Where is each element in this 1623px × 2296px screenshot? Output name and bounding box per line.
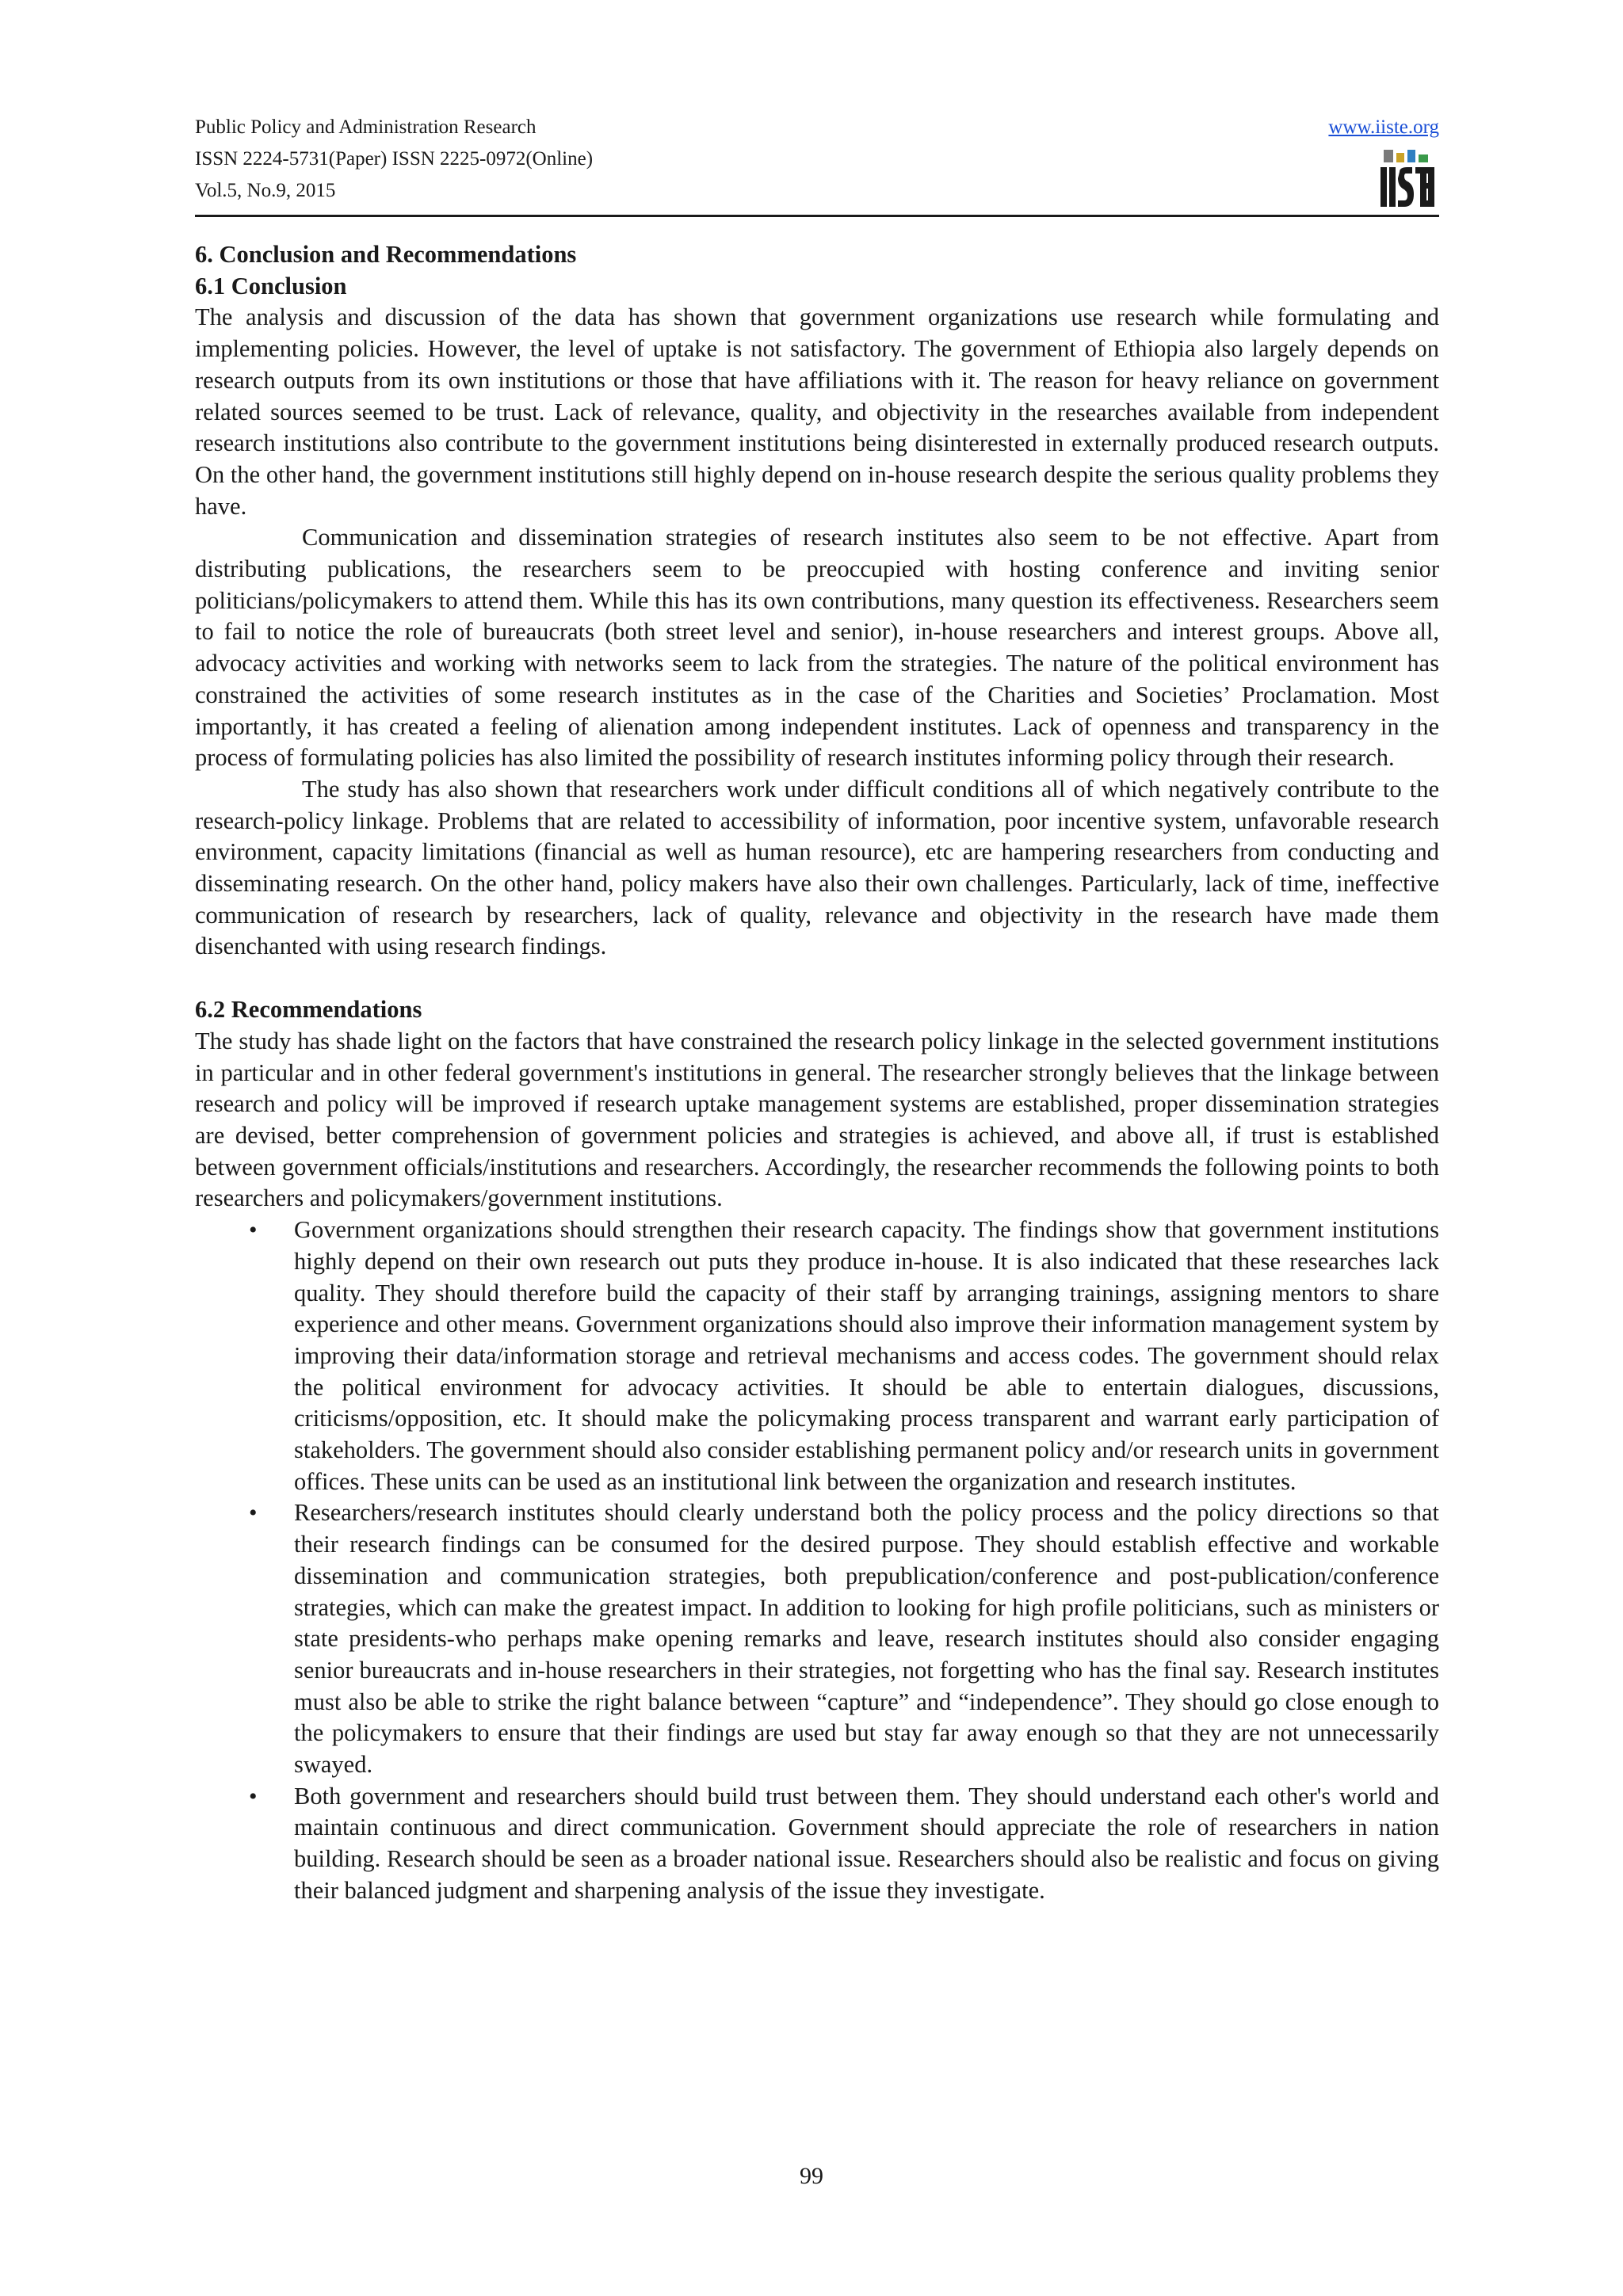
conclusion-paragraph: The analysis and discussion of the data has shown that government organizations use research while formulating and implementing policies. However, the level of uptake is not satisfactory. The government of Ethiopia also largely depends on research outputs from its own institutions or those that have affiliations with it. The reason for heavy reliance on government related sources seemed to be trust. Lack of relevance, quality, and objectivity in the researches available from independent research institutions also contribute to the government institutions being disinterested in externally produced research outputs. On the other hand, the government institutions still highly depend on in-house research despite the serious quality problems they have. [195,303,1439,520]
section-heading: 6. Conclusion and Recommendations [195,241,577,268]
list-item [195,1215,1439,1497]
bullet-icon: • [249,1783,258,1810]
conclusion-paragraph: The study has also shown that researchers work under difficult conditions all of which negatively contribute to the research-policy linkage. Problems that are related to accessibility of information, poor incentive system, unfavorable research environment, capacity limitations (financial as well as human resource), etc are hampering researchers from conducting and disseminating research. On the other hand, policy makers have also their own challenges. Particularly, lack of time, ineffective communication of research by researchers, lack of quality, relevance and objectivity in the research have made them disenchanted with using research findings. [195,775,1439,960]
conclusion-heading: 6.1 Conclusion [195,272,347,299]
page-number: 99 [800,2163,823,2189]
conclusion-paragraph: Communication and dissemination strategies of research institutes also seem to be not effective. Apart from distributing publications, the researchers seem to be preoccupied with hosting conference and inviting senior politicians/policymakers to attend them. While this has its own contributions, many question its effectiveness. Researchers seem to fail to notice the role of bureaucrats (both street level and senior), in-house researchers and interest groups. Above all, advocacy activities and working with networks seem to lack from the strategies. The nature of the political environment has constrained the activities of some research institutes as in the case of the Charities and Societies’ Proclamation. Most importantly, it has created a feeling of alienation among independent institutes. Lack of openness and transparency in the process of formulating policies has also limited the possibility of research institutes informing policy through their research. [195,524,1439,772]
recommendation-text: Both government and researchers should build trust between them. They should understand each other's world and maintain continuous and direct communication. Government should appreciate the role of researchers in nation building. Research should be seen as a broader national issue. Researchers should also be realistic and focus on giving their balanced judgment and sharpening analysis of the issue they investigate. [294,1782,1439,1904]
journal-title: Public Policy and Administration Research [195,116,537,138]
recommendations-list [195,1215,1439,1906]
issn-line: ISSN 2224-5731(Paper) ISSN 2225-0972(Online) [195,148,594,170]
recommendation-text: Government organizations should strengthen their research capacity. The findings show that government institutions highly depend on their own research out puts they produce in-house. It is also indicated that these researches lack quality. They should therefore build the capacity of their staff by arranging trainings, assigning mentors to share experience and other means. Government organizations should also improve their information management system by improving their data/information storage and retrieval mechanisms and access codes. The government should relax the political environment for advocacy activities. It should be able to entertain dialogues, discussions, criticisms/opposition, etc. It should make the policymaking process transparent and warrant early participation of stakeholders. The government should also consider establishing permanent policy and/or research units in government offices. These units can be used as an institutional link between the organization and research institutes. [294,1216,1439,1495]
paragraph-spacer [195,963,1439,994]
recommendations-heading: 6.2 Recommendations [195,996,422,1024]
bullet-icon: • [249,1217,258,1244]
volume-line: Vol.5, No.9, 2015 [195,180,336,201]
article-body [195,239,1439,1907]
website-link[interactable]: www.iiste.org [1328,116,1439,138]
recommendations-intro: The study has shade light on the factors that have constrained the research policy linkage in the selected government institutions in particular and in other federal government's institutions in general. The researcher strongly believes that the linkage between research and policy will be improved if research uptake management systems are established, proper dissemination strategies are devised, better comprehension of government policies and strategies is achieved, and above all, if trust is established between government officials/institutions and researchers. Accordingly, the researcher recommends the following points to both researchers and policymakers/government institutions. [195,1027,1439,1212]
iiste-logo-icon [1379,148,1436,212]
recommendation-text: Researchers/research institutes should clearly understand both the policy process and the policy directions so that their research findings can be consumed for the desired purpose. They should establish effective and workable dissemination and communication strategies, both prepublication/conference and post-publication/conference strategies, which can make the greatest impact. In addition to looking for high profile politicians, such as ministers or state presidents-who perhaps make opening remarks and leave, research institutes should also consider engaging senior bureaucrats and in-house researchers in their strategies, not forgetting who has the final say. Research institutes must also be able to strike the right balance between “capture” and “independence”. They should go close enough to the policymakers to ensure that their findings are used but stay far away enough so that they are not unnecessarily swayed. [294,1499,1439,1779]
page-header [195,112,1439,217]
bullet-icon: • [249,1500,258,1527]
list-item [195,1781,1439,1907]
list-item [195,1497,1439,1780]
